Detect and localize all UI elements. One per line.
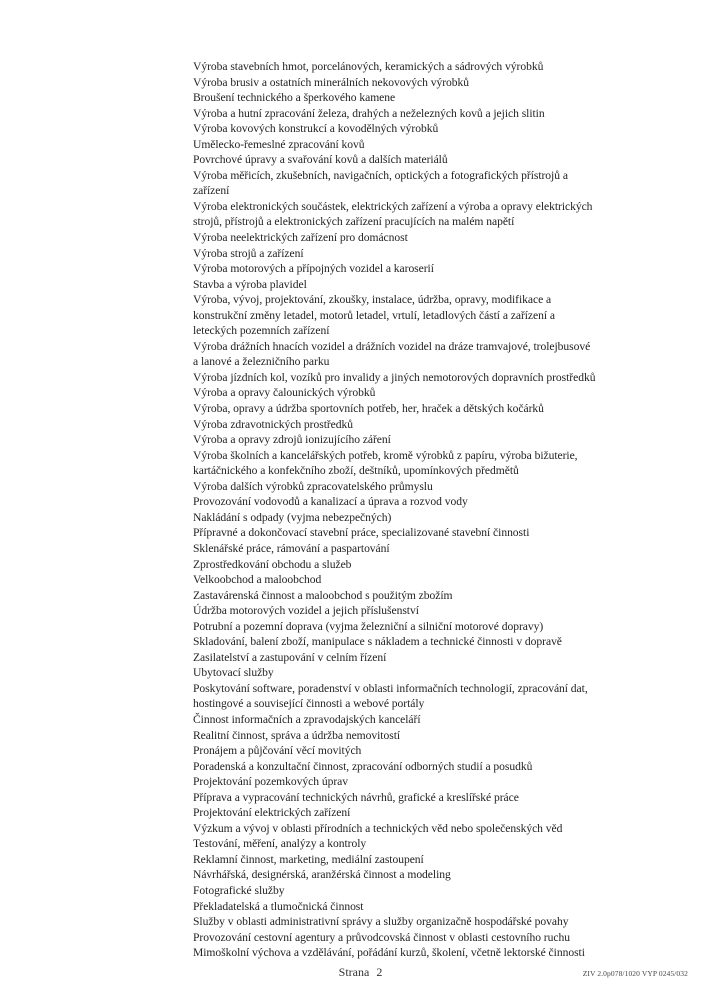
activity-item: Výroba a opravy čalounických výrobků [193,386,376,400]
activity-item: Výroba, opravy a údržba sportovních potřeb, her, hraček a dětských kočárků [193,402,544,416]
activity-item: Výroba dalších výrobků zpracovatelského průmyslu [193,479,433,493]
activity-item: Fotografické služby [193,883,285,897]
activity-item: Výroba jízdních kol, vozíků pro invalidy a jiných nemotorových dopravních prostředků [193,370,596,384]
activity-item: Poradenská a konzultační činnost, zpracování odborných studií a posudků [193,759,533,773]
activity-item: Výroba neelektrických zařízení pro domácnost [193,231,408,245]
activity-item: Výroba a opravy zdrojů ionizujícího záření [193,433,391,447]
activity-item: Výroba drážních hnacích vozidel a drážních vozidel na dráze tramvajové, trolejbusové [193,339,591,353]
activity-item: Výroba kovových konstrukcí a kovodělných výrobků [193,122,439,136]
activity-item: Údržba motorových vozidel a jejich příslušenství [193,604,419,618]
activity-item: Reklamní činnost, marketing, mediální zastoupení [193,852,424,866]
activity-item: Broušení technického a šperkového kamene [193,91,396,105]
activity-item: Výroba školních a kancelářských potřeb, kromě výrobků z papíru, výroba bižuterie, [193,448,578,462]
activity-item: Výroba elektronických součástek, elektrických zařízení a výroba a opravy elektrických [193,199,593,213]
activity-item-continuation: leteckých pozemních zařízení [193,324,330,338]
activity-item: Provozování cestovní agentury a průvodcovská činnost v oblasti cestovního ruchu [193,930,570,944]
activity-item: Zasilatelství a zastupování v celním řízení [193,650,387,664]
activity-item: Překladatelská a tlumočnická činnost [193,899,364,913]
activity-item: Služby v oblasti administrativní správy a služby organizačně hospodářské povahy [193,915,569,929]
activity-item: Zastavárenská činnost a maloobchod s použitým zbožím [193,588,453,602]
activity-item: Návrhářská, designérská, aranžérská činnost a modeling [193,868,451,882]
activity-item: Výroba brusiv a ostatních minerálních nekovových výrobků [193,75,470,89]
activity-item: Zprostředkování obchodu a služeb [193,557,352,571]
activity-item: Výroba měřicích, zkušebních, navigačních, optických a fotografických přístrojů a [193,168,568,182]
activity-item: Skladování, balení zboží, manipulace s nákladem a technické činnosti v dopravě [193,635,562,649]
activity-item: Sklenářské práce, rámování a paspartování [193,541,390,555]
activity-item-continuation: kartáčnického a konfekčního zboží, deštníků, upomínkových předmětů [193,464,519,478]
activity-item: Umělecko-řemeslné zpracování kovů [193,137,365,151]
activity-item-continuation: strojů, přístrojů a elektronických zařízení pracujících na malém napětí [193,215,515,229]
activity-item: Nakládání s odpady (vyjma nebezpečných) [193,510,392,524]
activity-item: Výroba motorových a přípojných vozidel a karoserií [193,262,434,276]
activity-item: Realitní činnost, správa a údržba nemovitostí [193,728,401,742]
activity-item: Testování, měření, analýzy a kontroly [193,837,367,851]
activity-item: Poskytování software, poradenství v oblasti informačních technologií, zpracování dat, [193,681,588,695]
activity-item: Výroba, vývoj, projektování, zkoušky, instalace, údržba, opravy, modifikace a [193,293,552,307]
activity-item-continuation: hostingové a související činnosti a webové portály [193,697,425,711]
page-number: 2 [376,965,383,979]
activity-item: Projektování elektrických zařízení [193,806,351,820]
activity-item: Stavba a výroba plavidel [193,277,307,291]
activity-item: Výroba zdravotnických prostředků [193,417,354,431]
activity-item-continuation: konstrukční změny letadel, motorů letadel, vrtulí, letadlových částí a zařízení a [193,308,555,322]
activity-item: Projektování pozemkových úprav [193,775,348,789]
activity-item: Provozování vodovodů a kanalizací a úprava a rozvod vody [193,495,468,509]
activity-item: Velkoobchod a maloobchod [193,573,322,587]
activity-item: Povrchové úpravy a svařování kovů a dalších materiálů [193,153,448,167]
activity-item: Výroba a hutní zpracování železa, drahých a neželezných kovů a jejich slitin [193,106,545,120]
document-code: ZIV 2.0p078/1020 VYP 0245/032 [582,969,688,978]
activity-item: Výzkum a vývoj v oblasti přírodních a technických věd nebo společenských věd [193,821,563,835]
activity-item: Přípravné a dokončovací stavební práce, specializované stavební činnosti [193,526,530,540]
activity-item-continuation: zařízení [193,184,230,198]
page-label: Strana [338,965,370,979]
activity-item-continuation: a lanové a železničního parku [193,355,330,369]
activity-item: Příprava a vypracování technických návrhů, grafické a kreslířské práce [193,790,519,804]
activity-item: Výroba stavebních hmot, porcelánových, keramických a sádrových výrobků [193,60,544,73]
activity-item: Mimoškolní výchova a vzdělávání, pořádání kurzů, školení, včetně lektorské činnosti [193,946,585,960]
activity-item: Pronájem a půjčování věcí movitých [193,744,362,758]
trade-activities-list [193,59,663,961]
activity-item: Potrubní a pozemní doprava (vyjma železniční a silniční motorové dopravy) [193,619,544,633]
activity-item: Výroba strojů a zařízení [193,246,304,260]
activity-item: Ubytovací služby [193,666,274,680]
activity-item: Činnost informačních a zpravodajských kanceláří [193,712,421,726]
